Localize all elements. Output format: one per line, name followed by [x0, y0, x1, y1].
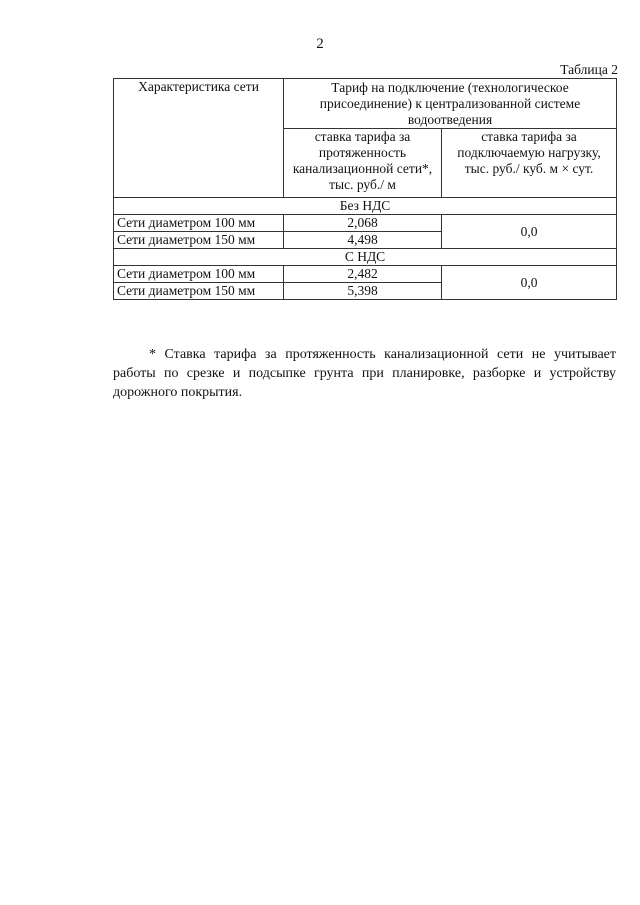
table-row [114, 215, 617, 232]
section-title-no-vat: Без НДС [114, 198, 617, 215]
length-rate-value: 2,068 [284, 215, 442, 232]
table-row [114, 266, 617, 283]
section-title-with-vat: С НДС [114, 249, 617, 266]
row-label: Сети диаметром 100 мм [114, 266, 284, 283]
row-label: Сети диаметром 150 мм [114, 283, 284, 300]
load-rate-value: 0,0 [442, 266, 617, 300]
length-rate-value: 5,398 [284, 283, 442, 300]
length-rate-value: 4,498 [284, 232, 442, 249]
header-characteristic: Характеристика сети [114, 79, 284, 198]
section-row [114, 249, 617, 266]
table-caption: Таблица 2 [560, 62, 618, 77]
page-number: 2 [316, 36, 324, 52]
header-tariff: Тариф на подключение (технологическое присоединение) к централизованной системе водоотведения [284, 79, 617, 129]
tariff-table [113, 78, 617, 300]
load-rate-value: 0,0 [442, 215, 617, 249]
subheader-load-rate: ставка тарифа за подключаемую нагрузку, тыс. руб./ куб. м × сут. [442, 129, 617, 198]
length-rate-value: 2,482 [284, 266, 442, 283]
section-row [114, 198, 617, 215]
subheader-length-rate: ставка тарифа за протяженность канализационной сети*, тыс. руб./ м [284, 129, 442, 198]
row-label: Сети диаметром 100 мм [114, 215, 284, 232]
row-label: Сети диаметром 150 мм [114, 232, 284, 249]
footnote: * Ставка тарифа за протяженность канализационной сети не учитывает работы по срезке и подсыпке грунта при планировке, разборке и устройству дорожного покрытия. [113, 347, 616, 400]
table-header-row [114, 79, 617, 129]
